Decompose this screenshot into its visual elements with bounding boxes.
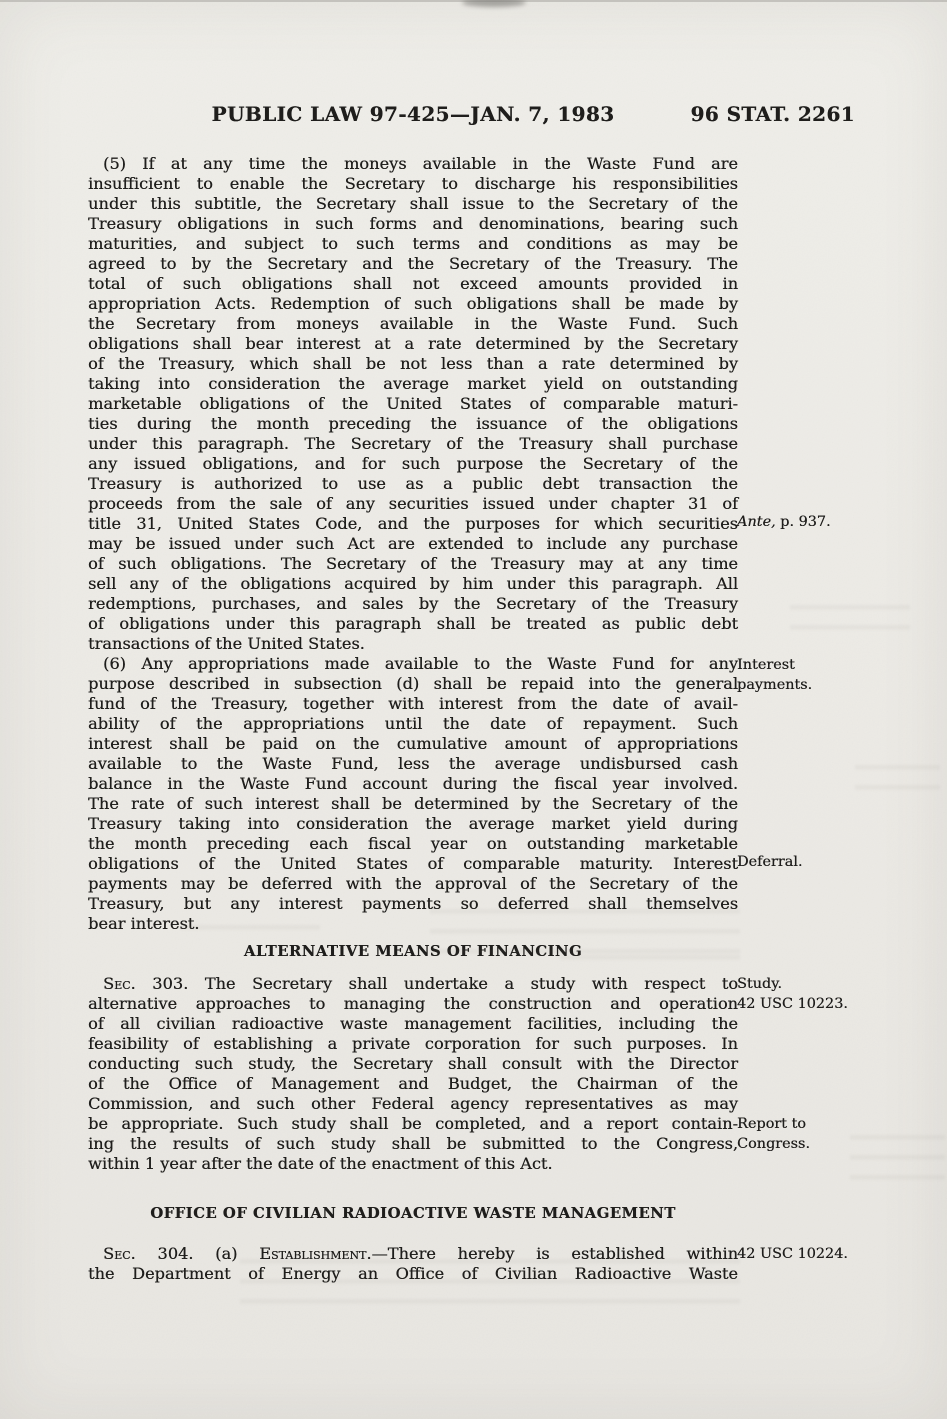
text-line: Treasury, but any interest payments so deferred shall themselves [88, 894, 738, 913]
text-line: the Secretary from moneys available in the Waste Fund. Such [88, 314, 738, 333]
margin-note-line: Report to [737, 1116, 806, 1132]
text-line: redemptions, purchases, and sales by the Secretary of the Treasury [88, 594, 738, 613]
text-line: taking into consideration the average market yield on outstanding [88, 374, 738, 393]
text-line: Sec. 303. The Secretary shall undertake a study with respect to [103, 974, 738, 993]
note-42-usc-10224 [737, 1244, 933, 1264]
text-line: alternative approaches to managing the construction and operation [88, 994, 738, 1013]
text-line: proceeds from the sale of any securities issued under chapter 31 of [88, 494, 738, 513]
text-line: Sec. 304. (a) Establishment.—There hereby is established within [103, 1244, 738, 1263]
text-line: may be issued under such Act are extended to include any purchase [88, 534, 738, 553]
text-line: agreed to by the Secretary and the Secretary of the Treasury. The [88, 254, 738, 273]
note-interest-payments [737, 655, 933, 695]
text-line: interest shall be paid on the cumulative amount of appropriations [88, 734, 738, 753]
note-study-42-usc-10223 [737, 974, 933, 1014]
text-line: feasibility of establishing a private corporation for such purposes. In [88, 1034, 738, 1053]
statutes-at-large-page: 96 STAT. 2261 [690, 102, 855, 126]
text-line: purpose described in subsection (d) shall be repaid into the general [88, 674, 738, 693]
text-line: ing the results of such study shall be submitted to the Congress, [88, 1134, 738, 1153]
text-line: within 1 year after the date of the enactment of this Act. [88, 1154, 553, 1173]
text-line: bear interest. [88, 914, 200, 933]
note-deferral [737, 852, 933, 872]
text-line: ties during the month preceding the issuance of the obligations [88, 414, 738, 433]
text-line: the month preceding each fiscal year on outstanding marketable [88, 834, 738, 853]
text-line: (6) Any appropriations made available to the Waste Fund for any [103, 654, 738, 673]
text-line: conducting such study, the Secretary shall consult with the Director [88, 1054, 738, 1073]
section-303-study [88, 974, 738, 1174]
margin-note-line: payments. [737, 677, 813, 693]
text-line: obligations shall bear interest at a rate determined by the Secretary [88, 334, 738, 353]
text-line: maturities, and subject to such terms and conditions as may be [88, 234, 738, 253]
text-line: of such obligations. The Secretary of the Treasury may at any time [88, 554, 738, 573]
text-line: Treasury obligations in such forms and denominations, bearing such [88, 214, 738, 233]
text-line: of the Treasury, which shall be not less than a rate determined by [88, 354, 738, 373]
text-line: total of such obligations shall not exceed amounts provided in [88, 274, 738, 293]
running-head [88, 101, 855, 129]
text-line: transactions of the United States. [88, 634, 365, 653]
text-line: under this subtitle, the Secretary shall issue to the Secretary of the [88, 194, 738, 213]
text-line: of the Office of Management and Budget, the Chairman of the [88, 1074, 738, 1093]
law-citation: PUBLIC LAW 97-425—JAN. 7, 1983 [211, 102, 615, 126]
section-304-establishment [88, 1244, 738, 1284]
paragraph-5-waste-fund-obligations [88, 154, 738, 654]
text-line: any issued obligations, and for such purpose the Secretary of the [88, 454, 738, 473]
text-line: sell any of the obligations acquired by him under this paragraph. All [88, 574, 738, 593]
margin-note-line: Ante, p. 937. [737, 514, 831, 530]
text-line: of obligations under this paragraph shall be treated as public debt [88, 614, 738, 633]
text-line: balance in the Waste Fund account during the fiscal year involved. [88, 774, 738, 793]
margin-note-line: 42 USC 10224. [737, 1246, 848, 1262]
margin-note-line: Interest [737, 657, 795, 673]
body-column [88, 154, 738, 1284]
text-line: available to the Waste Fund, less the average undisbursed cash [88, 754, 738, 773]
text-line: Commission, and such other Federal agency representatives as may [88, 1094, 738, 1113]
margin-note-line: Study. [737, 976, 782, 992]
text-line: payments may be deferred with the approval of the Secretary of the [88, 874, 738, 893]
note-ante-p-937 [737, 512, 933, 532]
text-line: title 31, United States Code, and the purposes for which securities [88, 514, 738, 533]
text-line: (5) If at any time the moneys available in the Waste Fund are [103, 154, 738, 173]
margin-note-line: Congress. [737, 1136, 810, 1152]
heading-office-of-civilian-radioactive-waste-management: OFFICE OF CIVILIAN RADIOACTIVE WASTE MANAGEMENT [150, 1205, 676, 1222]
text-line: ability of the appropriations until the date of repayment. Such [88, 714, 738, 733]
note-report-to-congress [737, 1114, 933, 1154]
scan-smudge-artifact [462, 0, 526, 7]
text-line: appropriation Acts. Redemption of such obligations shall be made by [88, 294, 738, 313]
text-line: obligations of the United States of comparable maturity. Interest [88, 854, 738, 873]
text-line: Treasury is authorized to use as a public debt transaction the [88, 474, 738, 493]
bleed-through-artifact [790, 598, 910, 638]
bleed-through-artifact [855, 758, 940, 802]
text-line: Treasury taking into consideration the average market yield during [88, 814, 738, 833]
text-line: fund of the Treasury, together with interest from the date of avail- [88, 694, 738, 713]
text-line: of all civilian radioactive waste management facilities, including the [88, 1014, 738, 1033]
margin-note-line: Deferral. [737, 854, 803, 870]
text-line: marketable obligations of the United States of comparable maturi- [88, 394, 738, 413]
paragraph-6-interest-repayment [88, 654, 738, 934]
heading-alternative-means-of-financing: ALTERNATIVE MEANS OF FINANCING [243, 943, 583, 960]
text-line: The rate of such interest shall be determined by the Secretary of the [88, 794, 738, 813]
margin-note-line: 42 USC 10223. [737, 996, 848, 1012]
text-line: under this paragraph. The Secretary of the Treasury shall purchase [88, 434, 738, 453]
text-line: the Department of Energy an Office of Civilian Radioactive Waste [88, 1264, 738, 1283]
text-line: insufficient to enable the Secretary to discharge his responsibilities [88, 174, 738, 193]
text-line: be appropriate. Such study shall be completed, and a report contain- [88, 1114, 738, 1133]
